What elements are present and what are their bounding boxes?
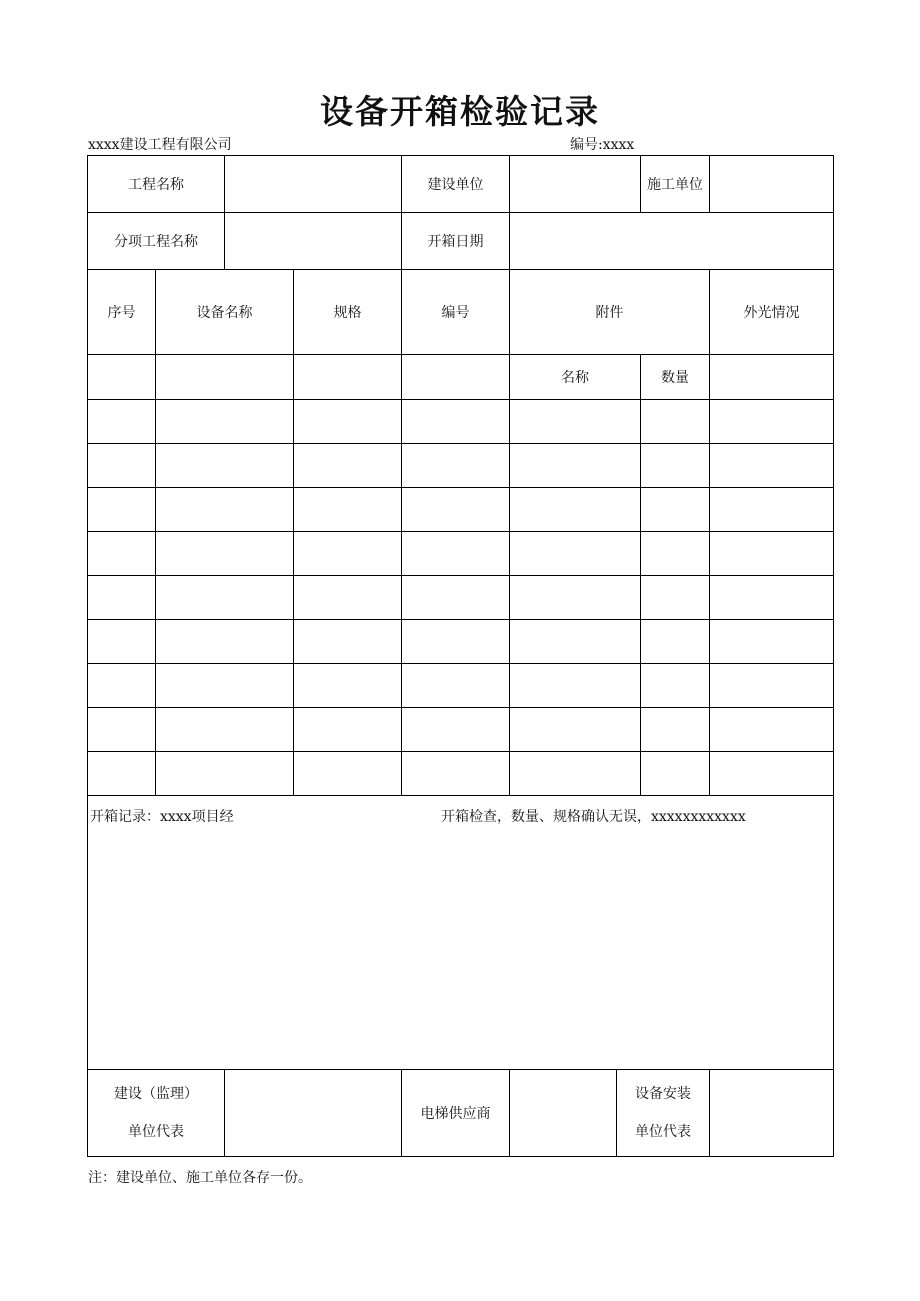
table-row — [88, 708, 834, 752]
column-accessory: 附件 — [510, 270, 710, 355]
cell-accessory-name[interactable] — [510, 576, 641, 620]
cell-spec[interactable] — [294, 444, 402, 488]
builder-label: 建设单位 — [402, 156, 510, 213]
cell-spec[interactable] — [294, 576, 402, 620]
record-cell[interactable] — [88, 796, 834, 1070]
cell-accessory-name[interactable] — [510, 664, 641, 708]
cell-appearance[interactable] — [710, 664, 834, 708]
cell-blank[interactable] — [294, 355, 402, 400]
equipment-rows — [88, 400, 834, 796]
column-seq: 序号 — [88, 270, 156, 355]
cell-code[interactable] — [402, 752, 510, 796]
record-text-left: 开箱记录：xxxx项目经 — [90, 809, 234, 825]
cell-accessory-qty[interactable] — [641, 532, 710, 576]
cell-code[interactable] — [402, 400, 510, 444]
cell-accessory-qty[interactable] — [641, 444, 710, 488]
table-row — [88, 620, 834, 664]
builder-representative-line1: 建设（监理） — [114, 1086, 198, 1102]
record-row — [88, 796, 834, 1070]
cell-appearance[interactable] — [710, 444, 834, 488]
cell-accessory-name[interactable] — [510, 708, 641, 752]
cell-seq[interactable] — [88, 664, 156, 708]
cell-seq[interactable] — [88, 752, 156, 796]
cell-seq[interactable] — [88, 708, 156, 752]
footer-note: 注：建设单位、施工单位各存一份。 — [88, 1170, 312, 1186]
cell-device-name[interactable] — [156, 752, 294, 796]
cell-accessory-qty[interactable] — [641, 620, 710, 664]
cell-seq[interactable] — [88, 400, 156, 444]
cell-device-name[interactable] — [156, 576, 294, 620]
company-name: xxxx建设工程有限公司 — [88, 137, 232, 153]
header-row-project — [88, 156, 834, 213]
project-name-field[interactable] — [225, 156, 402, 213]
cell-appearance[interactable] — [710, 488, 834, 532]
signature-row — [88, 1070, 834, 1157]
cell-appearance[interactable] — [710, 752, 834, 796]
contractor-label: 施工单位 — [641, 156, 710, 213]
cell-blank[interactable] — [402, 355, 510, 400]
cell-device-name[interactable] — [156, 620, 294, 664]
page-title: 设备开箱检验记录 — [320, 92, 600, 131]
installer-representative-line2: 单位代表 — [635, 1124, 691, 1140]
cell-spec[interactable] — [294, 620, 402, 664]
cell-blank[interactable] — [710, 355, 834, 400]
open-date-label: 开箱日期 — [402, 213, 510, 270]
cell-accessory-qty[interactable] — [641, 664, 710, 708]
cell-device-name[interactable] — [156, 708, 294, 752]
builder-representative-line2: 单位代表 — [128, 1124, 184, 1140]
cell-appearance[interactable] — [710, 620, 834, 664]
cell-code[interactable] — [402, 664, 510, 708]
cell-accessory-name[interactable] — [510, 532, 641, 576]
open-date-field[interactable] — [510, 213, 834, 270]
table-row — [88, 488, 834, 532]
cell-accessory-qty[interactable] — [641, 400, 710, 444]
builder-signature-field[interactable] — [225, 1070, 402, 1157]
record-text-right: 开箱检查，数量、规格确认无误，xxxxxxxxxxxx — [441, 809, 746, 825]
cell-accessory-qty[interactable] — [641, 752, 710, 796]
installer-representative-line1: 设备安装 — [635, 1086, 691, 1102]
accessory-quantity-header: 数量 — [641, 355, 710, 400]
accessory-name-header: 名称 — [510, 355, 641, 400]
column-device-name: 设备名称 — [156, 270, 294, 355]
cell-accessory-name[interactable] — [510, 752, 641, 796]
cell-code[interactable] — [402, 620, 510, 664]
cell-device-name[interactable] — [156, 444, 294, 488]
cell-appearance[interactable] — [710, 708, 834, 752]
cell-blank[interactable] — [156, 355, 294, 400]
cell-appearance[interactable] — [710, 532, 834, 576]
header-row-subproject — [88, 213, 834, 270]
table-row — [88, 752, 834, 796]
inspection-form-table — [87, 155, 834, 1157]
cell-spec[interactable] — [294, 400, 402, 444]
cell-device-name[interactable] — [156, 400, 294, 444]
table-row — [88, 400, 834, 444]
cell-appearance[interactable] — [710, 576, 834, 620]
builder-representative-label — [88, 1070, 225, 1157]
cell-spec[interactable] — [294, 488, 402, 532]
column-appearance: 外光情况 — [710, 270, 834, 355]
cell-code[interactable] — [402, 444, 510, 488]
cell-code[interactable] — [402, 532, 510, 576]
cell-code[interactable] — [402, 708, 510, 752]
builder-field[interactable] — [510, 156, 641, 213]
accessory-subheader-row — [88, 355, 834, 400]
contractor-field[interactable] — [710, 156, 834, 213]
table-row — [88, 532, 834, 576]
cell-spec[interactable] — [294, 708, 402, 752]
sub-project-field[interactable] — [225, 213, 402, 270]
elevator-supplier-label: 电梯供应商 — [402, 1070, 510, 1157]
cell-device-name[interactable] — [156, 664, 294, 708]
cell-accessory-name[interactable] — [510, 620, 641, 664]
cell-accessory-qty[interactable] — [641, 708, 710, 752]
installer-signature-field[interactable] — [710, 1070, 834, 1157]
cell-device-name[interactable] — [156, 532, 294, 576]
installer-representative-label — [617, 1070, 710, 1157]
cell-seq[interactable] — [88, 620, 156, 664]
cell-seq[interactable] — [88, 444, 156, 488]
cell-accessory-qty[interactable] — [641, 488, 710, 532]
cell-seq[interactable] — [88, 532, 156, 576]
cell-spec[interactable] — [294, 752, 402, 796]
column-code: 编号 — [402, 270, 510, 355]
cell-code[interactable] — [402, 488, 510, 532]
table-row — [88, 576, 834, 620]
cell-accessory-name[interactable] — [510, 444, 641, 488]
project-name-label: 工程名称 — [88, 156, 225, 213]
cell-seq[interactable] — [88, 488, 156, 532]
cell-device-name[interactable] — [156, 488, 294, 532]
column-spec: 规格 — [294, 270, 402, 355]
document-number: 编号:xxxx — [570, 137, 635, 153]
table-row — [88, 444, 834, 488]
table-row — [88, 664, 834, 708]
cell-accessory-qty[interactable] — [641, 576, 710, 620]
cell-accessory-name[interactable] — [510, 488, 641, 532]
cell-appearance[interactable] — [710, 400, 834, 444]
cell-accessory-name[interactable] — [510, 400, 641, 444]
cell-code[interactable] — [402, 576, 510, 620]
cell-seq[interactable] — [88, 576, 156, 620]
cell-blank[interactable] — [88, 355, 156, 400]
cell-spec[interactable] — [294, 664, 402, 708]
column-header-row — [88, 270, 834, 355]
sub-project-label: 分项工程名称 — [88, 213, 225, 270]
supplier-signature-field[interactable] — [510, 1070, 617, 1157]
cell-spec[interactable] — [294, 532, 402, 576]
